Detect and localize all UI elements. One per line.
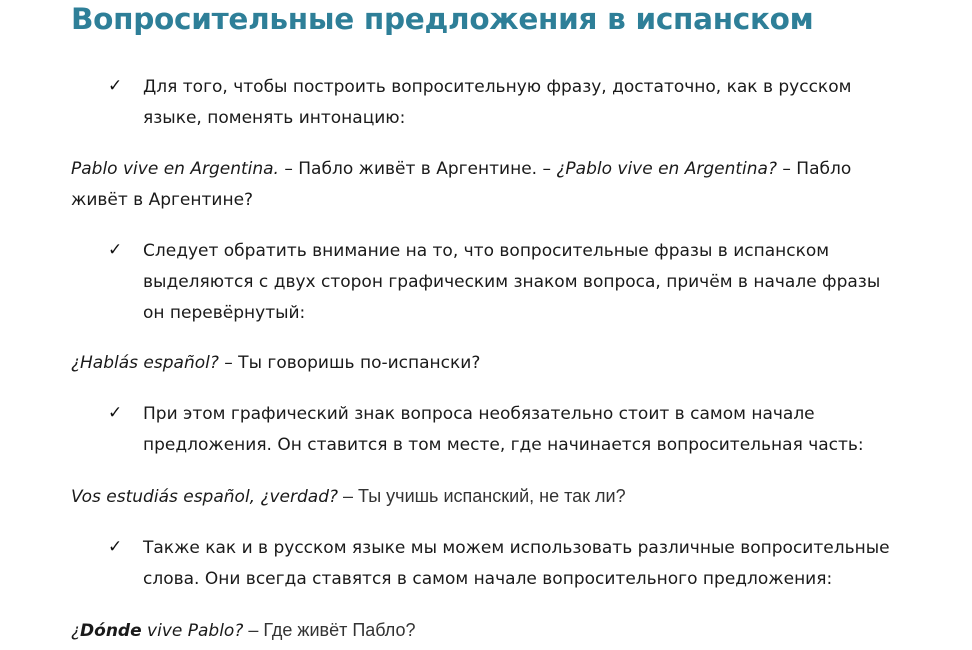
bullet-text-line: выделяются с двух сторон графическим знаком вопроса, причём в начале фразы (143, 272, 881, 292)
spanish-text: Pablo vive en Argentina. (71, 159, 279, 179)
spanish-text: ¿Hablás español? (71, 353, 219, 373)
example-sentence (71, 481, 911, 513)
spanish-text: ¿Pablo vive en Argentina? (556, 159, 777, 179)
bullet-text-line: Для того, чтобы построить вопросительную фразу, достаточно, как в русском (143, 77, 852, 97)
spanish-question-word: Dónde (80, 621, 142, 641)
checkmark-icon: ✓ (108, 76, 123, 96)
spanish-text: Vos estudiás español, ¿verdad? (71, 487, 339, 507)
russian-text: живёт в Аргентине? (71, 190, 254, 210)
spanish-text: ¿ (71, 621, 81, 641)
russian-text: – Ты говоришь по-испански? (218, 353, 481, 373)
checkmark-icon: ✓ (108, 403, 123, 423)
bullet-item (108, 533, 908, 595)
example-sentence (71, 348, 911, 379)
russian-text: – Где живёт Пабло? (243, 620, 416, 640)
bullet-text-line: он перевёрнутый: (143, 303, 306, 323)
bullet-text-line: Также как и в русском языке мы можем использовать различные вопросительные (143, 538, 890, 558)
bullet-text-line: предложения. Он ставится в том месте, где начинается вопросительная часть: (143, 435, 864, 455)
bullet-item (108, 72, 908, 134)
bullet-text-line: Следует обратить внимание на то, что вопросительные фразы в испанском (143, 241, 830, 261)
checkmark-icon: ✓ (108, 240, 123, 260)
page-title: Вопросительные предложения в испанском (71, 2, 814, 36)
bullet-text-line: слова. Они всегда ставятся в самом начале вопросительного предложения: (143, 569, 833, 589)
bullet-item (108, 399, 908, 461)
example-sentence (71, 154, 911, 216)
bullet-text-line: языке, поменять интонацию: (143, 108, 406, 128)
russian-text: – Пабло (776, 159, 852, 179)
example-sentence (71, 615, 911, 647)
bullet-item (108, 236, 908, 329)
spanish-text: vive Pablo? (141, 621, 244, 641)
russian-text: – Ты учишь испанский, не так ли? (338, 486, 626, 506)
russian-text: – Пабло живёт в Аргентине. – (278, 159, 557, 179)
checkmark-icon: ✓ (108, 537, 123, 557)
bullet-text-line: При этом графический знак вопроса необязательно стоит в самом начале (143, 404, 815, 424)
